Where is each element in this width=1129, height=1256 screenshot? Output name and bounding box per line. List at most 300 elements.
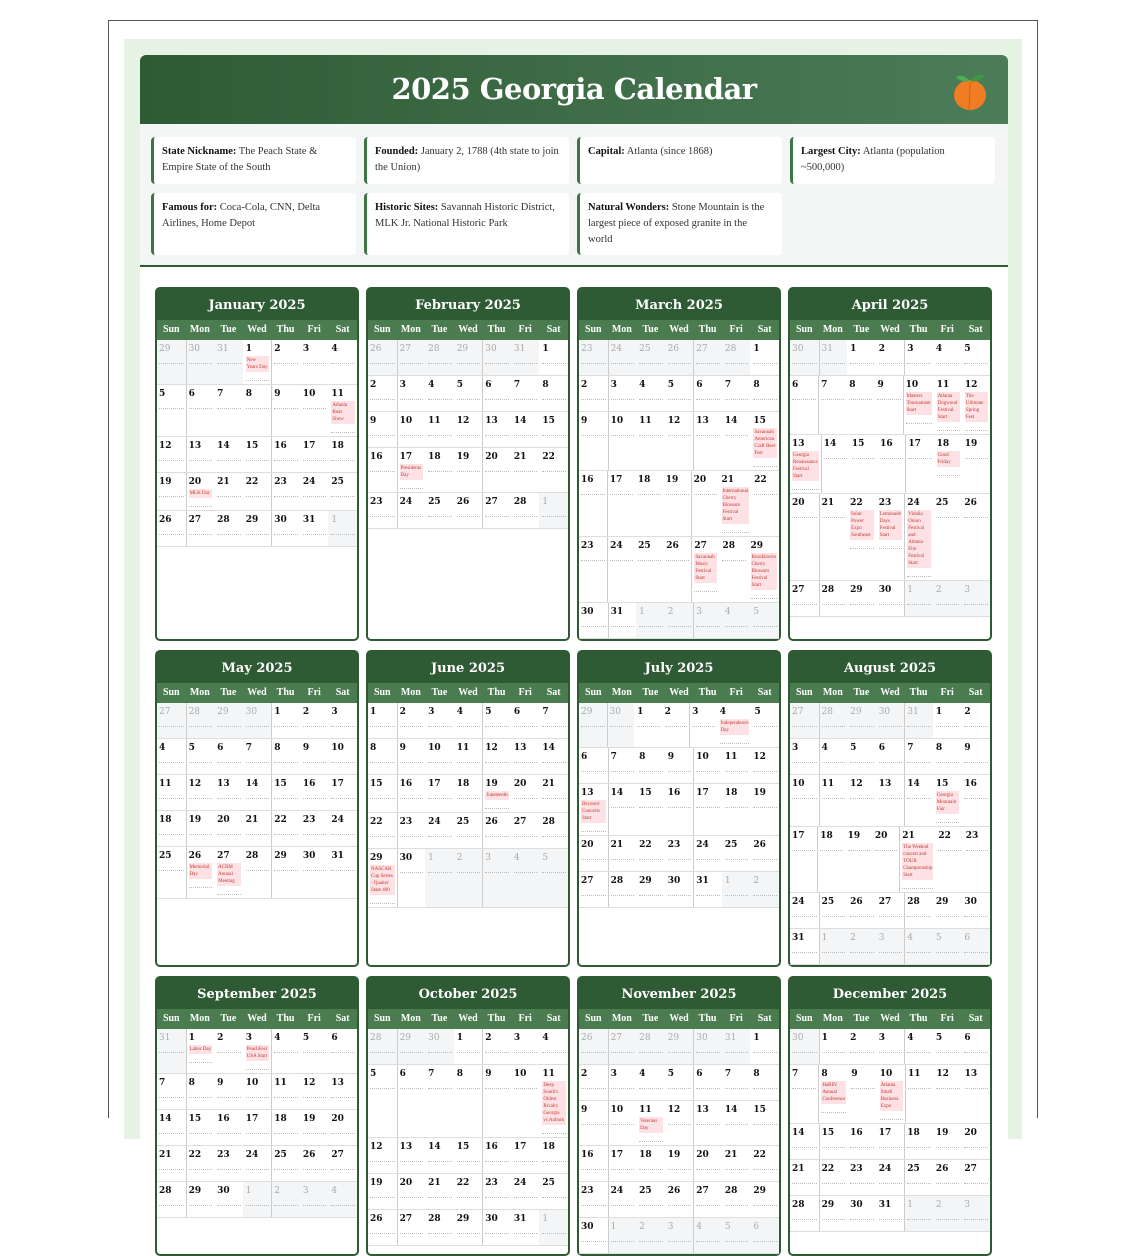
day-cell[interactable]: [819, 1029, 848, 1064]
day-cell[interactable]: [454, 340, 483, 375]
day-cell[interactable]: [454, 448, 483, 492]
day-cell[interactable]: [872, 827, 899, 892]
day-cell[interactable]: [636, 836, 665, 871]
day-cell[interactable]: [847, 494, 876, 580]
event-label[interactable]: Atlanta Small Business Expo: [880, 1081, 903, 1111]
day-cell[interactable]: [243, 847, 272, 898]
day-cell[interactable]: [608, 872, 637, 907]
day-cell[interactable]: [397, 412, 426, 447]
day-cell[interactable]: [935, 827, 962, 892]
day-cell[interactable]: [482, 1210, 511, 1245]
day-cell[interactable]: [539, 340, 568, 375]
day-cell[interactable]: [876, 340, 905, 375]
day-cell[interactable]: [482, 775, 511, 812]
event-label[interactable]: Vidalia Onion Festival and Atlanta Fire Festival Start: [907, 510, 931, 568]
day-cell[interactable]: [579, 412, 608, 470]
event-label[interactable]: Atlanta Boat Show: [331, 401, 355, 424]
day-cell[interactable]: [243, 473, 272, 510]
day-cell[interactable]: [511, 849, 540, 907]
day-cell[interactable]: [750, 1146, 779, 1181]
day-cell[interactable]: [790, 581, 819, 616]
day-cell[interactable]: [722, 872, 751, 907]
day-cell[interactable]: [961, 581, 990, 616]
day-cell[interactable]: [214, 775, 243, 810]
day-cell[interactable]: [876, 893, 905, 928]
day-cell[interactable]: [539, 1065, 568, 1137]
day-cell[interactable]: [243, 811, 272, 846]
day-cell[interactable]: [157, 811, 186, 846]
day-cell[interactable]: [665, 603, 694, 638]
day-cell[interactable]: [961, 703, 990, 738]
event-label[interactable]: Independence Day: [720, 721, 749, 733]
day-cell[interactable]: [693, 1065, 722, 1100]
day-cell[interactable]: [818, 1065, 848, 1123]
day-cell[interactable]: [368, 1210, 397, 1245]
event-label[interactable]: Lemonade Days Festival Start: [879, 512, 901, 538]
day-cell[interactable]: [847, 1124, 876, 1159]
day-cell[interactable]: [579, 1101, 608, 1145]
day-cell[interactable]: [636, 376, 665, 411]
day-cell[interactable]: [876, 1196, 905, 1231]
day-cell[interactable]: [876, 1160, 905, 1195]
day-cell[interactable]: [368, 813, 397, 848]
day-cell[interactable]: [608, 1182, 637, 1217]
day-cell[interactable]: [271, 385, 300, 436]
event-label[interactable]: ACRM Annual Meeting: [217, 863, 241, 886]
day-cell[interactable]: [328, 811, 357, 846]
day-cell[interactable]: [790, 1196, 819, 1231]
day-cell[interactable]: [693, 1182, 722, 1217]
day-cell[interactable]: [722, 340, 751, 375]
day-cell[interactable]: [425, 849, 454, 907]
day-cell[interactable]: [186, 775, 215, 810]
day-cell[interactable]: [933, 739, 962, 774]
day-cell[interactable]: [539, 376, 568, 411]
day-cell[interactable]: [482, 739, 511, 774]
day-cell[interactable]: [157, 511, 186, 546]
day-cell[interactable]: [635, 471, 663, 536]
day-cell[interactable]: [579, 1029, 608, 1064]
day-cell[interactable]: [425, 1174, 454, 1209]
day-cell[interactable]: [904, 1160, 933, 1195]
day-cell[interactable]: [933, 1196, 962, 1231]
day-cell[interactable]: [819, 1196, 848, 1231]
day-cell[interactable]: [933, 775, 962, 826]
day-cell[interactable]: [719, 537, 747, 602]
day-cell[interactable]: [328, 340, 357, 384]
day-cell[interactable]: [722, 1146, 751, 1181]
day-cell[interactable]: [665, 784, 694, 835]
day-cell[interactable]: [608, 784, 637, 835]
day-cell[interactable]: [511, 1029, 540, 1064]
day-cell[interactable]: [845, 827, 872, 892]
event-label[interactable]: The Ultimate Spring Fest: [965, 392, 988, 422]
day-cell[interactable]: [271, 1074, 300, 1109]
day-cell[interactable]: [243, 1146, 272, 1181]
day-cell[interactable]: [790, 494, 819, 580]
day-cell[interactable]: [368, 739, 397, 774]
day-cell[interactable]: [607, 471, 635, 536]
day-cell[interactable]: [722, 412, 751, 470]
day-cell[interactable]: [636, 748, 665, 783]
day-cell[interactable]: [243, 511, 272, 546]
day-cell[interactable]: [328, 473, 357, 510]
day-cell[interactable]: [790, 929, 819, 964]
day-cell[interactable]: [214, 1110, 243, 1145]
day-cell[interactable]: [397, 1065, 426, 1137]
day-cell[interactable]: [186, 703, 215, 738]
day-cell[interactable]: [482, 1174, 511, 1209]
day-cell[interactable]: [368, 376, 397, 411]
day-cell[interactable]: [214, 1029, 243, 1073]
day-cell[interactable]: [819, 929, 848, 964]
day-cell[interactable]: [665, 376, 694, 411]
day-cell[interactable]: [328, 1029, 357, 1073]
day-cell[interactable]: [397, 703, 426, 738]
day-cell[interactable]: [693, 340, 722, 375]
day-cell[interactable]: [157, 1074, 186, 1109]
day-cell[interactable]: [933, 929, 962, 964]
day-cell[interactable]: [300, 437, 329, 472]
day-cell[interactable]: [847, 1196, 876, 1231]
day-cell[interactable]: [608, 1029, 637, 1064]
day-cell[interactable]: [454, 1210, 483, 1245]
day-cell[interactable]: [636, 412, 665, 470]
day-cell[interactable]: [482, 849, 511, 907]
day-cell[interactable]: [904, 1124, 933, 1159]
day-cell[interactable]: [328, 1074, 357, 1109]
day-cell[interactable]: [397, 376, 426, 411]
day-cell[interactable]: [482, 412, 511, 447]
event-label[interactable]: Beyoncé Concerts Start: [581, 800, 606, 823]
day-cell[interactable]: [790, 1065, 818, 1123]
day-cell[interactable]: [454, 1138, 483, 1173]
day-cell[interactable]: [819, 581, 848, 616]
day-cell[interactable]: [579, 471, 607, 536]
day-cell[interactable]: [963, 827, 990, 892]
day-cell[interactable]: [790, 775, 819, 826]
day-cell[interactable]: [271, 1110, 300, 1145]
day-cell[interactable]: [665, 1146, 694, 1181]
day-cell[interactable]: [790, 1124, 819, 1159]
day-cell[interactable]: [539, 739, 568, 774]
event-label[interactable]: MLK Day: [189, 491, 211, 496]
day-cell[interactable]: [819, 893, 848, 928]
day-cell[interactable]: [847, 703, 876, 738]
day-cell[interactable]: [454, 1029, 483, 1064]
day-cell[interactable]: [271, 703, 300, 738]
day-cell[interactable]: [271, 1146, 300, 1181]
day-cell[interactable]: [511, 448, 540, 492]
day-cell[interactable]: [328, 437, 357, 472]
day-cell[interactable]: [693, 1101, 722, 1145]
day-cell[interactable]: [186, 1074, 215, 1109]
day-cell[interactable]: [157, 340, 186, 384]
day-cell[interactable]: [186, 437, 215, 472]
day-cell[interactable]: [722, 1218, 751, 1253]
day-cell[interactable]: [636, 1146, 665, 1181]
day-cell[interactable]: [961, 1196, 990, 1231]
day-cell[interactable]: [608, 340, 637, 375]
day-cell[interactable]: [693, 412, 722, 470]
day-cell[interactable]: [300, 739, 329, 774]
day-cell[interactable]: [579, 1182, 608, 1217]
day-cell[interactable]: [186, 511, 215, 546]
day-cell[interactable]: [904, 739, 933, 774]
day-cell[interactable]: [691, 537, 719, 602]
day-cell[interactable]: [328, 385, 357, 436]
day-cell[interactable]: [876, 929, 905, 964]
day-cell[interactable]: [425, 813, 454, 848]
day-cell[interactable]: [511, 1138, 540, 1173]
day-cell[interactable]: [511, 340, 540, 375]
day-cell[interactable]: [243, 437, 272, 472]
day-cell[interactable]: [186, 1110, 215, 1145]
day-cell[interactable]: [482, 1029, 511, 1064]
day-cell[interactable]: [214, 385, 243, 436]
day-cell[interactable]: [539, 813, 568, 848]
day-cell[interactable]: [848, 1065, 876, 1123]
day-cell[interactable]: [186, 847, 215, 898]
event-label[interactable]: NASCAR Cup Series - Quaker State 400: [371, 867, 393, 893]
day-cell[interactable]: [933, 494, 962, 580]
day-cell[interactable]: [539, 1029, 568, 1064]
day-cell[interactable]: [397, 340, 426, 375]
day-cell[interactable]: [482, 340, 511, 375]
day-cell[interactable]: [157, 1182, 186, 1217]
day-cell[interactable]: [847, 581, 876, 616]
day-cell[interactable]: [905, 1065, 933, 1123]
day-cell[interactable]: [934, 376, 962, 434]
day-cell[interactable]: [157, 1110, 186, 1145]
day-cell[interactable]: [243, 703, 272, 738]
day-cell[interactable]: [790, 435, 821, 493]
day-cell[interactable]: [157, 1146, 186, 1181]
day-cell[interactable]: [663, 471, 691, 536]
day-cell[interactable]: [636, 1182, 665, 1217]
event-label[interactable]: Deep South's Oldest Rivalry Georgia vs Auburn: [543, 1083, 565, 1123]
day-cell[interactable]: [635, 537, 663, 602]
day-cell[interactable]: [539, 703, 568, 738]
day-cell[interactable]: [579, 872, 608, 907]
day-cell[interactable]: [750, 603, 779, 638]
day-cell[interactable]: [790, 827, 817, 892]
day-cell[interactable]: [961, 893, 990, 928]
day-cell[interactable]: [397, 849, 426, 907]
day-cell[interactable]: [539, 412, 568, 447]
day-cell[interactable]: [328, 1182, 357, 1217]
day-cell[interactable]: [579, 376, 608, 411]
day-cell[interactable]: [933, 1065, 961, 1123]
event-label[interactable]: New Years Day: [246, 358, 268, 370]
day-cell[interactable]: [425, 739, 454, 774]
day-cell[interactable]: [539, 849, 568, 907]
day-cell[interactable]: [847, 929, 876, 964]
day-cell[interactable]: [539, 1138, 568, 1173]
day-cell[interactable]: [454, 1065, 483, 1137]
day-cell[interactable]: [819, 1160, 848, 1195]
day-cell[interactable]: [454, 703, 483, 738]
day-cell[interactable]: [157, 739, 186, 774]
day-cell[interactable]: [962, 376, 990, 434]
day-cell[interactable]: [482, 376, 511, 411]
day-cell[interactable]: [425, 340, 454, 375]
day-cell[interactable]: [328, 739, 357, 774]
day-cell[interactable]: [750, 1065, 779, 1100]
day-cell[interactable]: [847, 340, 876, 375]
day-cell[interactable]: [425, 1138, 454, 1173]
day-cell[interactable]: [847, 775, 876, 826]
day-cell[interactable]: [300, 1146, 329, 1181]
day-cell[interactable]: [368, 412, 397, 447]
day-cell[interactable]: [243, 1029, 272, 1073]
day-cell[interactable]: [904, 703, 933, 738]
day-cell[interactable]: [368, 703, 397, 738]
day-cell[interactable]: [874, 376, 902, 434]
day-cell[interactable]: [962, 435, 990, 493]
day-cell[interactable]: [607, 703, 635, 747]
event-label[interactable]: The Weeknd concert and TOUR Championship Start: [903, 845, 933, 878]
day-cell[interactable]: [482, 1065, 511, 1137]
day-cell[interactable]: [846, 376, 874, 434]
day-cell[interactable]: [300, 1182, 329, 1217]
day-cell[interactable]: [750, 376, 779, 411]
day-cell[interactable]: [214, 340, 243, 384]
day-cell[interactable]: [397, 813, 426, 848]
day-cell[interactable]: [750, 412, 779, 470]
day-cell[interactable]: [271, 340, 300, 384]
day-cell[interactable]: [482, 813, 511, 848]
day-cell[interactable]: [636, 1101, 665, 1145]
day-cell[interactable]: [722, 748, 751, 783]
day-cell[interactable]: [539, 775, 568, 812]
day-cell[interactable]: [300, 811, 329, 846]
day-cell[interactable]: [214, 437, 243, 472]
day-cell[interactable]: [511, 1065, 540, 1137]
day-cell[interactable]: [876, 1029, 905, 1064]
day-cell[interactable]: [214, 473, 243, 510]
day-cell[interactable]: [693, 1146, 722, 1181]
day-cell[interactable]: [722, 603, 751, 638]
day-cell[interactable]: [608, 748, 637, 783]
day-cell[interactable]: [689, 703, 717, 747]
day-cell[interactable]: [539, 1174, 568, 1209]
day-cell[interactable]: [300, 847, 329, 898]
day-cell[interactable]: [847, 1029, 876, 1064]
event-label[interactable]: Solar Power Expo Southeast: [850, 510, 874, 540]
day-cell[interactable]: [579, 340, 608, 375]
day-cell[interactable]: [397, 1029, 426, 1064]
day-cell[interactable]: [214, 703, 243, 738]
day-cell[interactable]: [665, 340, 694, 375]
day-cell[interactable]: [722, 376, 751, 411]
event-label[interactable]: HaRIN Annual Conference: [822, 1083, 846, 1102]
day-cell[interactable]: [877, 435, 905, 493]
day-cell[interactable]: [482, 448, 511, 492]
event-label[interactable]: International Cherry Blossom Festival Start: [722, 489, 749, 522]
day-cell[interactable]: [818, 376, 846, 434]
day-cell[interactable]: [665, 1029, 694, 1064]
day-cell[interactable]: [722, 784, 751, 835]
day-cell[interactable]: [961, 929, 990, 964]
day-cell[interactable]: [454, 849, 483, 907]
day-cell[interactable]: [665, 836, 694, 871]
day-cell[interactable]: [157, 847, 186, 898]
day-cell[interactable]: [819, 775, 848, 826]
day-cell[interactable]: [368, 1029, 397, 1064]
day-cell[interactable]: [300, 1074, 329, 1109]
day-cell[interactable]: [961, 1124, 990, 1159]
day-cell[interactable]: [328, 511, 357, 546]
day-cell[interactable]: [904, 1029, 933, 1064]
day-cell[interactable]: [186, 473, 215, 510]
day-cell[interactable]: [933, 893, 962, 928]
day-cell[interactable]: [157, 385, 186, 436]
day-cell[interactable]: [608, 1065, 637, 1100]
day-cell[interactable]: [636, 1218, 665, 1253]
day-cell[interactable]: [751, 471, 779, 536]
day-cell[interactable]: [511, 775, 540, 812]
day-cell[interactable]: [750, 1218, 779, 1253]
event-label[interactable]: Juneteenth: [486, 793, 508, 798]
day-cell[interactable]: [904, 893, 933, 928]
day-cell[interactable]: [579, 784, 608, 835]
day-cell[interactable]: [636, 1065, 665, 1100]
day-cell[interactable]: [300, 1029, 329, 1073]
day-cell[interactable]: [243, 1182, 272, 1217]
day-cell[interactable]: [425, 448, 454, 492]
day-cell[interactable]: [750, 748, 779, 783]
day-cell[interactable]: [819, 1124, 848, 1159]
day-cell[interactable]: [271, 775, 300, 810]
day-cell[interactable]: [876, 581, 905, 616]
day-cell[interactable]: [722, 1182, 751, 1217]
day-cell[interactable]: [817, 827, 844, 892]
day-cell[interactable]: [482, 493, 511, 528]
day-cell[interactable]: [847, 893, 876, 928]
day-cell[interactable]: [750, 836, 779, 871]
day-cell[interactable]: [665, 1101, 694, 1145]
day-cell[interactable]: [368, 1174, 397, 1209]
day-cell[interactable]: [300, 1110, 329, 1145]
day-cell[interactable]: [933, 581, 962, 616]
day-cell[interactable]: [722, 1029, 751, 1064]
day-cell[interactable]: [665, 412, 694, 470]
day-cell[interactable]: [511, 1210, 540, 1245]
day-cell[interactable]: [368, 448, 397, 492]
day-cell[interactable]: [876, 494, 905, 580]
day-cell[interactable]: [511, 1174, 540, 1209]
event-label[interactable]: Georgia Renaissance Festival Start: [793, 453, 818, 479]
day-cell[interactable]: [722, 836, 751, 871]
day-cell[interactable]: [904, 494, 933, 580]
day-cell[interactable]: [157, 703, 186, 738]
day-cell[interactable]: [693, 748, 722, 783]
day-cell[interactable]: [933, 340, 962, 375]
day-cell[interactable]: [425, 703, 454, 738]
day-cell[interactable]: [511, 813, 540, 848]
day-cell[interactable]: [328, 1110, 357, 1145]
day-cell[interactable]: [214, 739, 243, 774]
day-cell[interactable]: [790, 703, 819, 738]
day-cell[interactable]: [899, 827, 935, 892]
day-cell[interactable]: [243, 385, 272, 436]
day-cell[interactable]: [271, 437, 300, 472]
day-cell[interactable]: [300, 340, 329, 384]
day-cell[interactable]: [961, 1160, 990, 1195]
day-cell[interactable]: [933, 1124, 962, 1159]
day-cell[interactable]: [511, 703, 540, 738]
